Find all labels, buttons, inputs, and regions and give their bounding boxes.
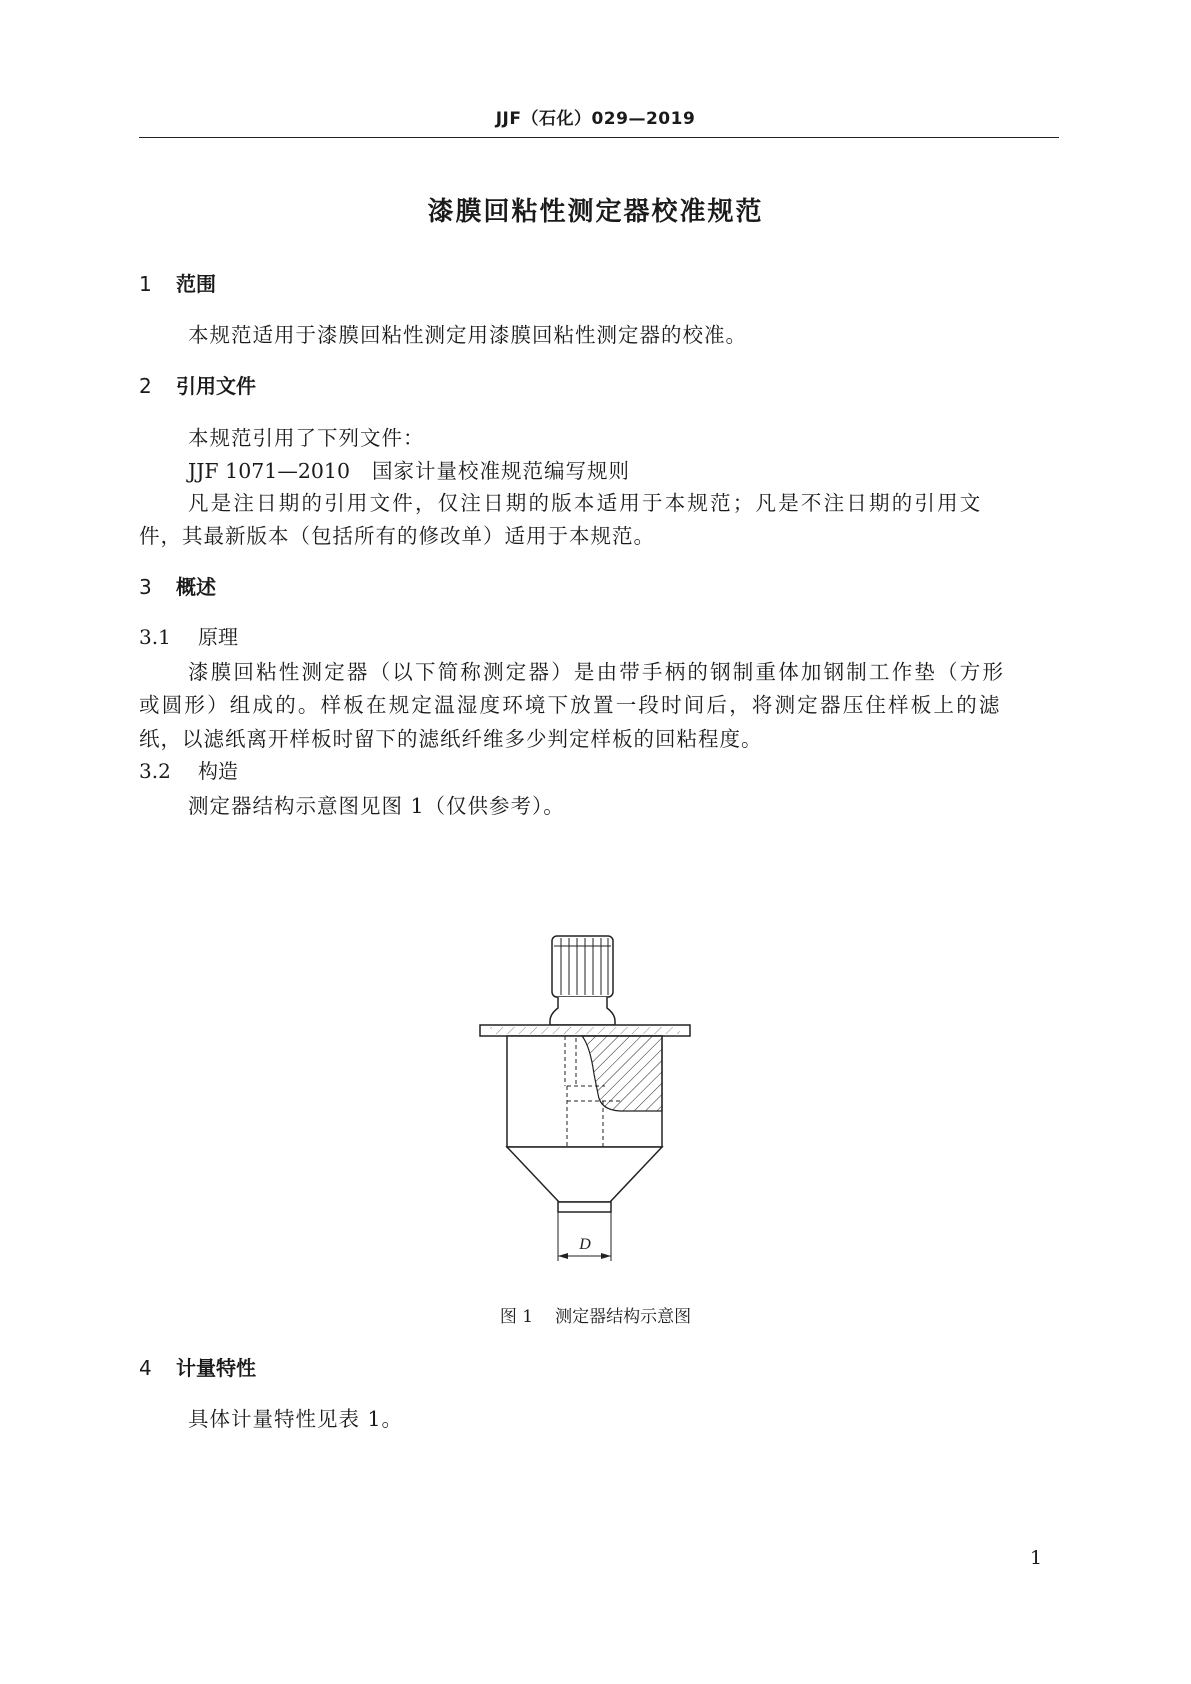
dimension-d xyxy=(558,1212,611,1261)
section-1-number: 1 xyxy=(139,272,152,296)
section-2-note-line-2: 件，其最新版本（包括所有的修改单）适用于本规范。 xyxy=(139,524,655,548)
reference-entry xyxy=(188,454,630,484)
figure-label: 图 1 xyxy=(499,1307,534,1327)
working-pad xyxy=(558,1202,611,1212)
section-3-title: 概述 xyxy=(176,575,216,599)
figure-caption xyxy=(0,1302,1191,1327)
knurled-handle xyxy=(552,936,613,997)
section-3-heading xyxy=(139,571,216,600)
reference-code: JJF 1071—2010 xyxy=(188,459,351,483)
tester-structure-diagram xyxy=(470,924,740,1294)
section-2-number: 2 xyxy=(139,374,152,398)
header-rule xyxy=(139,137,1059,138)
standard-code: JJF（石化）029—2019 xyxy=(495,109,696,129)
section-3-number: 3 xyxy=(139,575,152,599)
section-2-intro: 本规范引用了下列文件： xyxy=(188,426,425,450)
section-4-title: 计量特性 xyxy=(176,1356,256,1380)
section-2-note-line-1: 凡是注日期的引用文件，仅注日期的版本适用于本规范；凡是不注日期的引用文 xyxy=(188,491,983,515)
page-number: 1 xyxy=(1030,1547,1043,1569)
section-3-1-line-2: 或圆形）组成的。样板在规定温湿度环境下放置一段时间后，将测定器压住样板上的滤 xyxy=(139,693,1002,717)
dimension-label: D xyxy=(579,1236,591,1253)
handle-neck xyxy=(550,997,615,1025)
section-3-1-line-1: 漆膜回粘性测定器（以下简称测定器）是由带手柄的钢制重体加钢制工作垫（方形 xyxy=(188,660,1006,684)
figure-caption-text: 测定器结构示意图 xyxy=(555,1307,692,1327)
section-3-2-text: 测定器结构示意图见图 1（仅供参考）。 xyxy=(188,794,565,818)
section-4-text: 具体计量特性见表 1。 xyxy=(188,1407,404,1431)
conical-base xyxy=(507,1147,662,1202)
section-3-2-heading xyxy=(139,755,238,784)
section-3-1-number: 3.1 xyxy=(139,625,171,649)
section-3-1-title: 原理 xyxy=(198,625,238,649)
reference-title: 国家计量校准规范编写规则 xyxy=(372,459,631,483)
section-4-number: 4 xyxy=(139,1356,152,1380)
document-title: 漆膜回粘性测定器校准规范 xyxy=(427,197,764,227)
section-3-1-heading xyxy=(139,621,238,650)
section-1-title: 范围 xyxy=(176,272,216,296)
section-1-text: 本规范适用于漆膜回粘性测定用漆膜回粘性测定器的校准。 xyxy=(188,323,747,347)
section-2-heading xyxy=(139,370,256,399)
section-4-heading xyxy=(139,1352,256,1381)
section-3-2-title: 构造 xyxy=(198,759,238,783)
section-3-1-line-3: 纸，以滤纸离开样板时留下的滤纸纤维多少判定样板的回粘程度。 xyxy=(139,727,763,751)
section-2-title: 引用文件 xyxy=(176,374,256,398)
section-1-heading xyxy=(139,268,216,297)
section-3-2-number: 3.2 xyxy=(139,759,171,783)
